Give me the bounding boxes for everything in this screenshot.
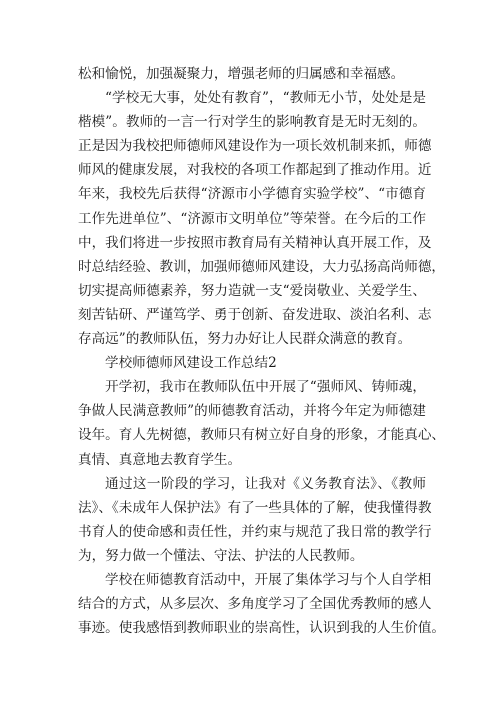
text-line: 工作先进单位”、“济源市文明单位”等荣誉。在今后的工作 [78,210,426,227]
text-line: 存高远”的教师队伍，努力办好让人民群众满意的教育。 [78,331,412,348]
text-line: 正是因为我校把师德师风建设作为一项长效机制来抓，师德 [78,138,432,155]
text-line: 为，努力做一个懂法、守法、护法的人民教师。 [78,547,364,564]
text-line: 时总结经验、教训，加强师德师风建设，大力弘扬高尚师德， [78,258,446,275]
text-line: 切实提高师德素养，努力造就一支“爱岗敬业、关爱学生、 [78,282,426,299]
text-line: 通过这一阶段的学习，让我对《义务教育法》、《教师 [105,475,426,492]
text-line: 刻苦钻研、严谨笃学、勇于创新、奋发进取、淡泊名利、志 [78,306,432,323]
text-line: 松和愉悦，加强凝聚力，增强老师的归属感和幸福感。 [78,66,405,82]
text-line: 法》、《未成年人保护法》有了一些具体的了解，使我懂得教 [78,499,432,516]
text-line: 年来，我校先后获得“济源市小学德育实验学校”、“市德育 [78,186,426,203]
text-line: 中，我们将进一步按照市教育局有关精神认真开展工作，及 [78,234,432,251]
section-heading: 学校师德师风建设工作总结2 [105,355,277,372]
text-line: 真情、真意地去教育学生。 [78,451,242,468]
text-line: 结合的方式，从多层次、多角度学习了全国优秀教师的感人 [78,596,432,613]
text-line: 书育人的使命感和责任性，并约束与规范了我日常的教学行 [78,523,432,540]
text-line: “学校无大事，处处有教育”，“教师无小节，处处是是 [105,90,426,107]
text-line: 争做人民满意教师”的师德教育活动，并将今年定为师德建 [78,403,426,420]
text-line: 开学初，我市在教师队伍中开展了“强师风、铸师魂， [105,379,426,396]
text-line: 楷模”。教师的一言一行对学生的影响教育是无时无刻的。 [78,114,426,131]
text-line: 设年。育人先树德，教师只有树立好自身的形象，才能真心、 [78,427,446,444]
text-line: 学校在师德教育活动中，开展了集体学习与个人自学相 [105,571,432,588]
text-line: 事迹。使我感悟到教师职业的崇高性，认识到我的人生价值。 [78,620,446,637]
text-line: 师风的健康发展，对我校的各项工作都起到了推动作用。近 [78,162,432,179]
document-page [78,62,446,640]
